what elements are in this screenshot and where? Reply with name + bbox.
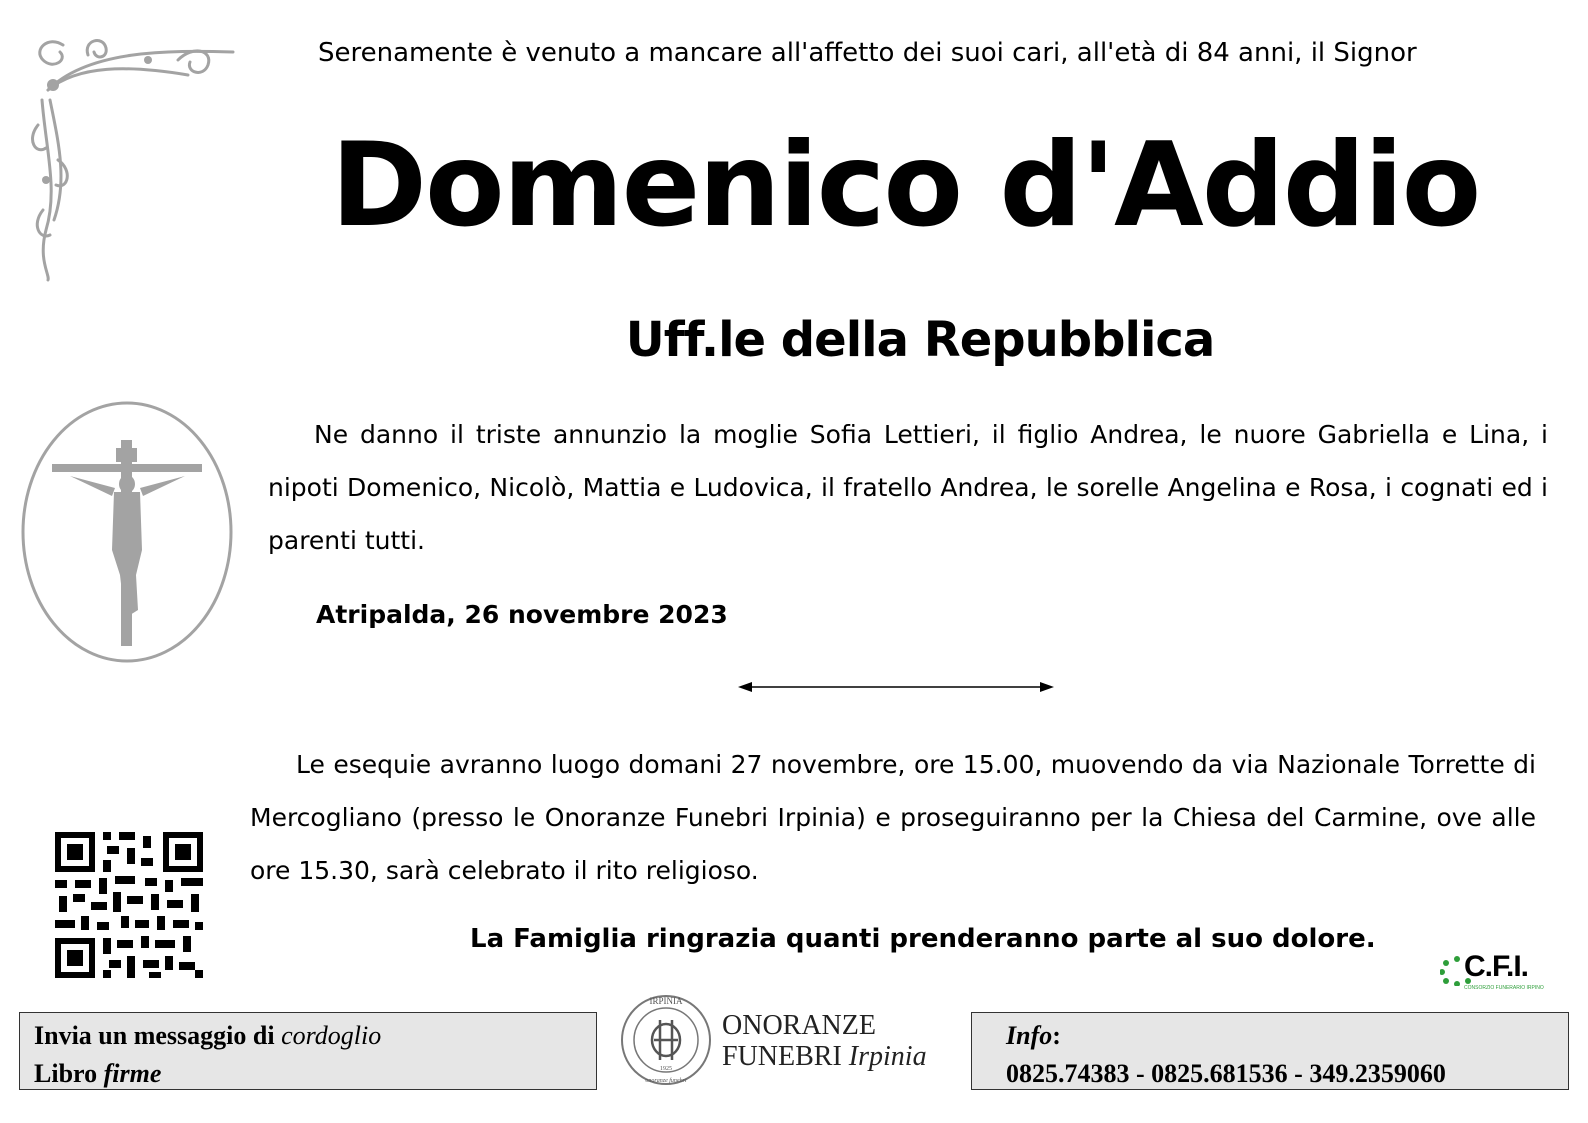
logo-line2-prefix: FUNEBRI — [722, 1041, 849, 1072]
honorific-title: Uff.le della Repubblica — [625, 312, 1215, 368]
floral-corner-ornament-icon — [28, 30, 238, 285]
cfi-logo — [1440, 950, 1544, 998]
condolence-line1-italic: cordoglio — [281, 1021, 382, 1050]
funeral-paragraph: Le esequie avranno luogo domani 27 novembre, ore 15.00, muovendo da via Nazionale Torrette di Mercogliano (presso le Onoranze Funebri Irpinia) e proseguiranno per la Chiesa del Carmine, ove alle ore 15.30, sarà celebrato il rito religioso. — [250, 750, 1536, 885]
info-label: Info — [1006, 1021, 1053, 1050]
place-date: Atripalda, 26 novembre 2023 — [316, 600, 728, 629]
seal-top-text: IRPINIA — [649, 996, 683, 1006]
seal-bottom-text: onoranze funebri — [645, 1078, 687, 1084]
condolence-line2-prefix: Libro — [34, 1059, 104, 1088]
info-label-row: Info: — [1006, 1021, 1061, 1050]
funeral-home-seal-icon — [618, 992, 714, 1088]
info-box — [971, 1012, 1569, 1090]
seal-year-text: 1925 — [660, 1066, 672, 1072]
thanks-text: La Famiglia ringrazia quanti prenderanno parte al suo dolore. — [470, 924, 1376, 954]
double-arrow-divider-icon — [738, 679, 1054, 695]
crucifix-oval-icon — [20, 400, 235, 664]
qr-code-icon[interactable] — [55, 832, 203, 978]
condolence-line2-italic: firme — [103, 1059, 162, 1088]
logo-line1: ONORANZE — [722, 1010, 876, 1041]
logo-line2-italic: Irpinia — [848, 1041, 927, 1072]
deceased-name: Domenico d'Addio — [330, 118, 1480, 253]
funeral-home-logo-text — [722, 1010, 927, 1072]
cfi-logo-text: C.F.I. — [1464, 950, 1529, 983]
info-phones[interactable]: 0825.74383 - 0825.681536 - 349.2359060 — [1006, 1059, 1446, 1088]
intro-text: Serenamente è venuto a mancare all'affetto dei suoi cari, all'età di 84 anni, il Signor — [318, 38, 1417, 68]
logo-line2 — [722, 1041, 927, 1072]
announcement-paragraph: Ne danno il triste annunzio la moglie Sofia Lettieri, il figlio Andrea, le nuore Gabriella e Lina, i nipoti Domenico, Nicolò, Mattia e Ludovica, il fratello Andrea, le sorelle Angelina e Rosa, i cognati ed i parenti tutti. — [268, 420, 1548, 555]
guestbook-link[interactable] — [34, 1055, 596, 1093]
condolence-box[interactable] — [19, 1012, 597, 1090]
cfi-logo-subtext: CONSORZIO FUNERARIO IRPINO — [1464, 985, 1544, 991]
condolence-line1-prefix: Invia un messaggio di — [34, 1021, 282, 1050]
condolence-message-link[interactable] — [34, 1017, 596, 1055]
